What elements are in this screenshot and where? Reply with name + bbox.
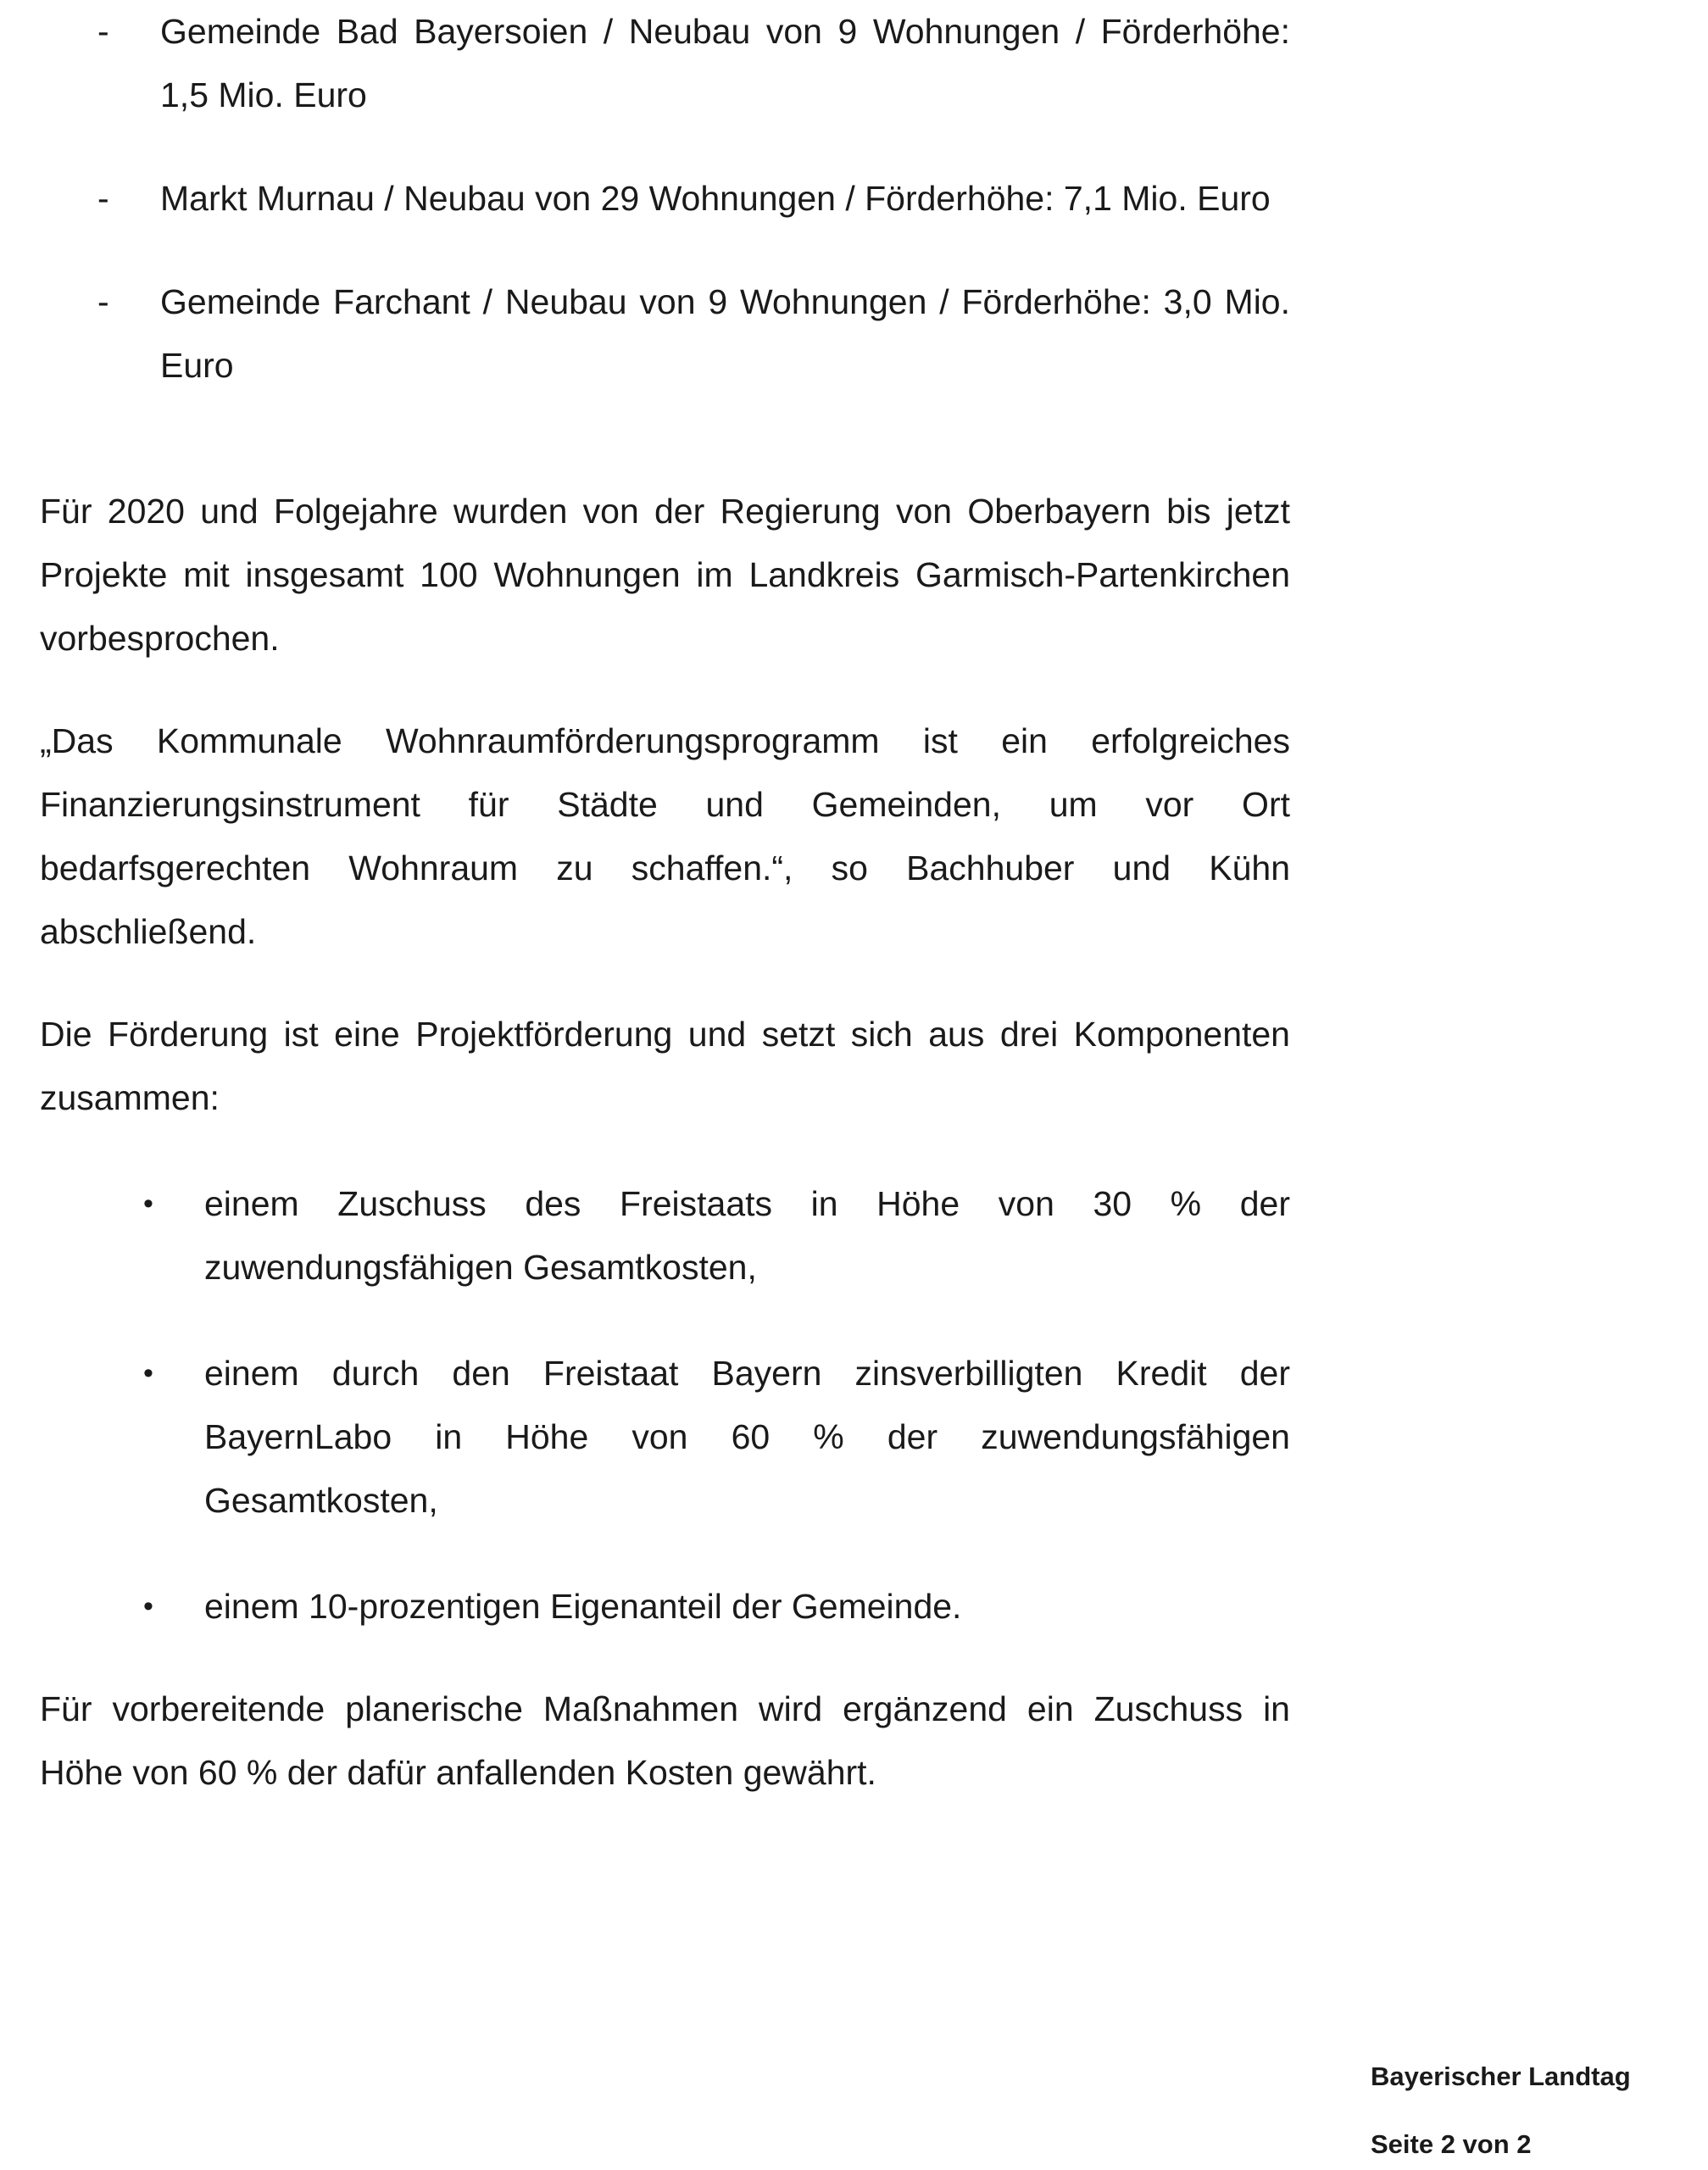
list-item xyxy=(40,167,1290,231)
bullet-marker: • xyxy=(143,1590,153,1622)
bullet-marker: • xyxy=(143,1357,153,1389)
dash-marker: - xyxy=(97,282,109,321)
list-item-text: Markt Murnau / Neubau von 29 Wohnungen / Förderhöhe: 7,1 Mio. Euro xyxy=(160,179,1271,218)
list-item xyxy=(40,270,1290,398)
list-item xyxy=(40,0,1290,127)
list-item xyxy=(40,1172,1290,1299)
footer-page-number: Seite 2 von 2 xyxy=(1371,2129,1532,2159)
components-list xyxy=(40,1172,1290,1639)
dash-marker: - xyxy=(97,179,109,218)
list-item-text: Gemeinde Bad Bayersoien / Neubau von 9 Wohnungen / Förderhöhe: 1,5 Mio. Euro xyxy=(160,12,1290,114)
list-item-text: einem Zuschuss des Freistaats in Höhe von 30 % der zuwendungsfähigen Gesamtkosten, xyxy=(204,1184,1290,1287)
quote-paragraph: „Das Kommunale Wohnraumförderungsprogramm ist ein erfolgreiches Finanzierungsinstrument für Städte und Gemeinden, um vor Ort bedarfsgerechten Wohnraum zu schaffen.“, so Bachhuber und Kühn abschließend. xyxy=(40,721,1290,951)
list-item xyxy=(40,1342,1290,1533)
footer-organization: Bayerischer Landtag xyxy=(1371,2062,1631,2091)
dash-marker: - xyxy=(97,12,109,51)
planning-paragraph: Für vorbereitende planerische Maßnahmen wird ergänzend ein Zuschuss in Höhe von 60 % der dafür anfallenden Kosten gewährt. xyxy=(40,1689,1290,1792)
bullet-marker: • xyxy=(143,1188,153,1220)
list-item-text: Gemeinde Farchant / Neubau von 9 Wohnungen / Förderhöhe: 3,0 Mio. Euro xyxy=(160,282,1290,385)
list-item-text: einem durch den Freistaat Bayern zinsverbilligten Kredit der BayernLabo in Höhe von 60 % der zuwendungsfähigen Gesamtkosten, xyxy=(204,1354,1290,1520)
document-body xyxy=(40,0,1290,1805)
components-intro-paragraph: Die Förderung ist eine Projektförderung und setzt sich aus drei Komponenten zusammen: xyxy=(40,1015,1290,1117)
outlook-paragraph: Für 2020 und Folgejahre wurden von der Regierung von Oberbayern bis jetzt Projekte mit insgesamt 100 Wohnungen im Landkreis Garmisch-Partenkirchen vorbesprochen. xyxy=(40,492,1290,658)
list-item xyxy=(40,1575,1290,1639)
funding-project-list xyxy=(40,0,1290,398)
list-item-text: einem 10-prozentigen Eigenanteil der Gemeinde. xyxy=(204,1587,962,1626)
